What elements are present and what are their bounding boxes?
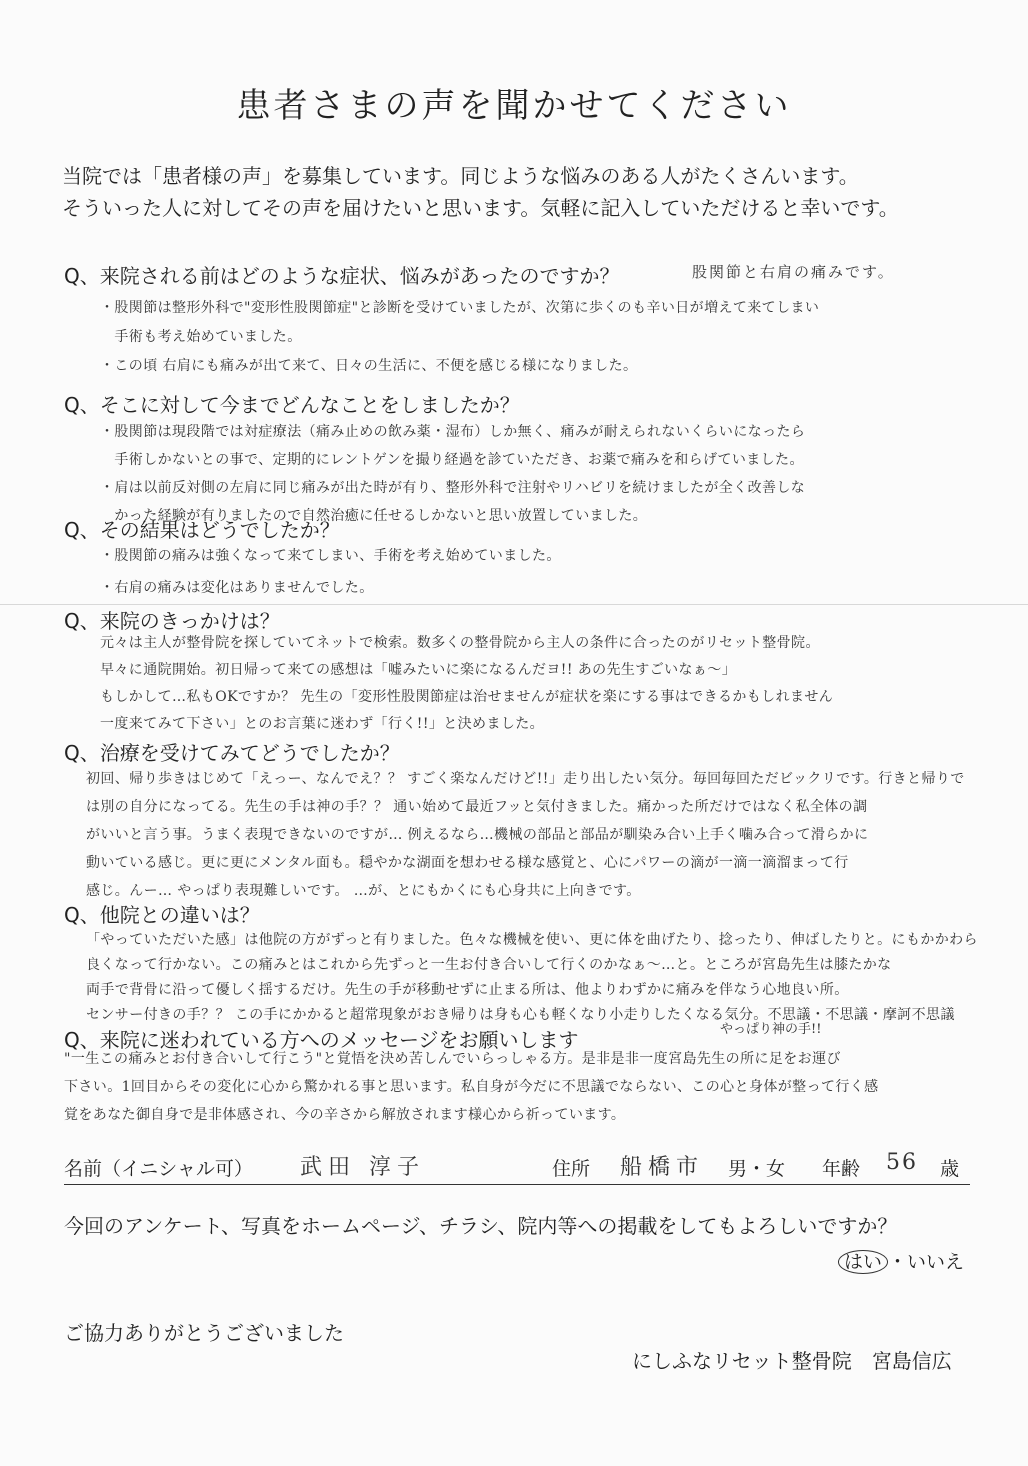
page-title: 患者さまの声を聞かせてください bbox=[236, 86, 792, 126]
consent-no: いいえ bbox=[907, 1251, 965, 1273]
thanks-text: ご協力ありがとうございました bbox=[64, 1321, 344, 1345]
answer-symptoms bbox=[100, 294, 1020, 381]
answer-line: 早々に通院開始。初日帰って来ての感想は「嘘みたいに楽になるんだヨ!! あの先生すごいなぁ～」 bbox=[100, 662, 737, 678]
answer-line: "一生この痛みとお付き合いして行こう"と覚悟を決め苦しんでいらっしゃる方。是非是非一度宮島先生の所に足をお運び bbox=[64, 1051, 841, 1067]
answer-line: 元々は主人が整骨院を探していてネットで検索。数多くの整骨院から主人の条件に合ったのがリセット整骨院。 bbox=[100, 635, 820, 651]
answer-line: 初回、帰り歩きはじめて「えっー、なんでえ？？ すごく楽なんだけど!!」走り出したい気分。毎回毎回ただビックリです。行きと帰りで bbox=[86, 771, 965, 787]
answer-line: がいいと言う事。うまく表現できないのですが… 例えるなら…機械の部品と部品が馴染み合い上手く噛み合って滑らかに bbox=[86, 827, 869, 843]
answer-line: 一度来てみて下さい」とのお言葉に迷わず「行く!!」と決めました。 bbox=[100, 716, 545, 732]
answer-line: 手術も考え始めていました。 bbox=[100, 329, 302, 345]
profile-row bbox=[64, 1150, 970, 1185]
answer-line: ・この頃 右肩にも痛みが出て来て、日々の生活に、不便を感じる様になりました。 bbox=[100, 358, 638, 374]
name-label: 名前（イニシャル可） bbox=[64, 1158, 253, 1180]
age-unit: 歳 bbox=[940, 1158, 960, 1180]
answer-line: 感じ。んー… やっぱり表現難しいです。 …が、とにもかくにも心身共に上向きです。 bbox=[86, 883, 641, 899]
clinic-signature: にしふなリセット整骨院 宮島信広 bbox=[632, 1349, 952, 1373]
name-value: 武田 淳子 bbox=[300, 1155, 425, 1180]
answer-message bbox=[64, 1045, 984, 1129]
answer-line: 良くなって行かない。この痛みとはこれから先ずっと一生お付き合いして行くのかなぁ～…と。ところが宮島先生は膝たかな bbox=[86, 957, 892, 973]
answer-line: 両手で背骨に沿って優しく揺するだけ。先生の手が移動せずに止まる所は、他よりわずかに痛みを伴なう心地良い所。 bbox=[86, 982, 849, 998]
answer-difference bbox=[86, 928, 1006, 1028]
address-value: 船橋市 bbox=[620, 1155, 705, 1180]
answer-line: ・肩は以前反対側の左肩に同じ痛みが出た時が有り、整形外科で注射やリハビリを続けましたが全く改善しな bbox=[100, 480, 806, 496]
answer-line: 覚をあなた御自身で是非体感され、今の辛さから解放されます様心から祈っています。 bbox=[64, 1107, 626, 1123]
answer-line: かった経験が有りましたので自然治癒に任せるしかないと思い放置していました。 bbox=[100, 508, 648, 524]
question-result: Q、その結果はどうでしたか？ bbox=[64, 518, 340, 542]
consent-question: 今回のアンケート、写真をホームページ、チラシ、院内等への掲載をしてもよろしいですか？ bbox=[64, 1214, 898, 1238]
consent-options bbox=[838, 1247, 964, 1274]
intro-text bbox=[62, 160, 982, 224]
consent-yes-circled: はい bbox=[838, 1250, 888, 1274]
answer-line: ・股関節は現段階では対症療法（痛み止めの飲み薬・湿布）しか無く、痛みが耐えられないくらいになったら bbox=[100, 424, 806, 440]
answer-difference-note: やっぱり神の手!! bbox=[720, 1022, 822, 1037]
answer-motivation bbox=[100, 630, 1020, 738]
address-label: 住所 bbox=[552, 1158, 591, 1180]
answer-line: ・股関節の痛みは強くなって来てしまい、手術を考え始めていました。 bbox=[100, 548, 561, 564]
answer-line: 動いている感じ。更に更にメンタル面も。穏やかな湖面を想わせる様な感覚と、心にパワーの滴が一滴一滴溜まって行 bbox=[86, 855, 849, 871]
answer-line: 「やっていただいた感」は他院の方がずっと有りました。色々な機械を使い、更に体を曲げたり、捻ったり、伸ばしたりと。にもかかわら bbox=[86, 932, 978, 948]
answer-line: 手術しかないとの事で、定期的にレントゲンを撮り経過を診ていただき、お薬で痛みを和らげていました。 bbox=[100, 452, 804, 468]
answer-experience bbox=[86, 765, 1006, 905]
consent-separator: ・ bbox=[888, 1251, 908, 1273]
question-experience: Q、治療を受けてみてどうでしたか？ bbox=[64, 741, 400, 765]
answer-result bbox=[100, 540, 1020, 604]
answer-line: もしかして…私もOKですか？ 先生の「変形性股関節症は治せませんが症状を楽にする事はできるかもしれません bbox=[100, 689, 834, 705]
question-symptoms: Q、来院される前はどのような症状、悩みがあったのですか？ bbox=[64, 264, 620, 288]
question-motivation: Q、来院のきっかけは？ bbox=[64, 609, 280, 633]
answer-line: ・股関節は整形外科で"変形性股関節症"と診断を受けていましたが、次第に歩くのも辛い日が増えて来てしまい bbox=[100, 300, 820, 316]
question-message: Q、来院に迷われている方へのメッセージをお願いします bbox=[64, 1028, 579, 1052]
age-value: 56 bbox=[886, 1150, 918, 1175]
intro-line: そういった人に対してその声を届けたいと思います。気軽に記入していただけると幸いです。 bbox=[62, 196, 899, 220]
intro-line: 当院では「患者様の声」を募集しています。同じような悩みのある人がたくさんいます。 bbox=[62, 164, 859, 188]
answer-line: は別の自分になってる。先生の手は神の手？？ 通い始めて最近フッと気付きました。痛かった所だけではなく私全体の調 bbox=[86, 799, 868, 815]
age-label: 年齢 bbox=[822, 1158, 861, 1180]
answer-line: ・右肩の痛みは変化はありませんでした。 bbox=[100, 580, 374, 596]
question-treatment-so-far: Q、そこに対して今までどんなことをしましたか？ bbox=[64, 393, 520, 417]
answer-line: 下さい。1回目からその変化に心から驚かれる事と思います。私自身が今だに不思議でならない、この心と身体が整って行く感 bbox=[64, 1079, 879, 1095]
answer-line: センサー付きの手？？ この手にかかると超常現象がおき帰りは身も心も軽くなり小走りしたくなる気分。不思議・不思議・摩訶不思議 bbox=[86, 1007, 955, 1023]
gender-options: 男・女 bbox=[728, 1158, 786, 1180]
question-difference: Q、他院との違いは？ bbox=[64, 903, 260, 927]
answer-symptoms-summary: 股関節と右肩の痛みです。 bbox=[692, 263, 895, 281]
